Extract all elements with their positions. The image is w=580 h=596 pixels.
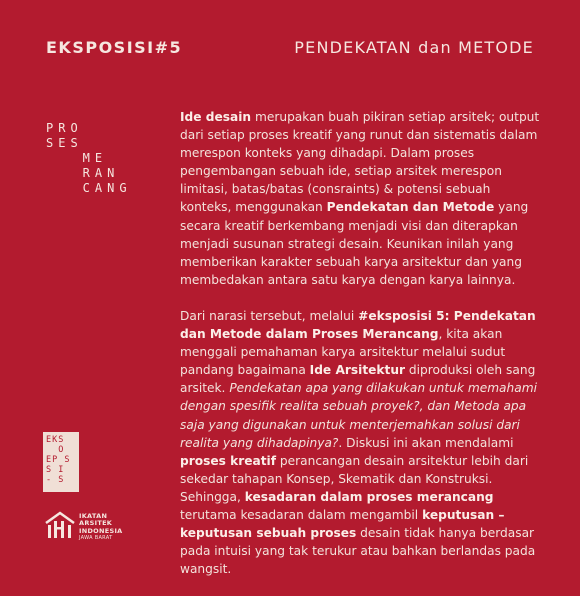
bold-text: #eksposisi 5: Pendekatan dan Metode dalam Proses Merancang [180, 308, 536, 342]
eksposisi-line: - S [46, 475, 65, 485]
bold-text: Ide Arsitektur [309, 363, 406, 378]
article-body [180, 108, 540, 596]
logo-line: RAN [46, 166, 120, 180]
text-span: , kita akan menggali pemahaman karya arsitektur melalui sudut pandang bagaimana [180, 327, 506, 378]
bold-text: Pendekatan dan Metode [326, 200, 495, 215]
text-span: . Diskusi ini akan mendalami [338, 435, 514, 450]
paragraph-discussion [180, 307, 540, 578]
iai-logo-icon [44, 509, 76, 539]
italic-text: Pendekatan apa yang dilakukan untuk memahami dengan spesifik realita sebuah proyek?, dan Metoda apa saja yang digunakan untuk menterjemahkan solusi dari realita yang dihadapinya? [180, 381, 537, 450]
logo-line: SES [46, 136, 83, 150]
bold-text: Ide desain [180, 110, 252, 124]
text-span: perancangan desain arsitektur lebih dari sekedar tahapan Konsep, Skematik dan Konstruksi. Sehingga, [180, 453, 529, 504]
bold-text: kesadaran dalam proses merancang [244, 489, 494, 504]
eksposisi-line: EP S [46, 455, 71, 465]
iai-line: ARSITEK [79, 519, 113, 528]
text-span: yang secara kreatif berkembang menjadi visi dan diterapkan menjadi susunan strategi desain. Keunikan inilah yang memberikan karakter sebuah karya arsitektur dan yang membedakan antara satu karya dengan karya lainnya. [180, 200, 529, 287]
logo-line: CANG [46, 181, 132, 195]
text-span: merupakan buah pikiran setiap arsitek; output dari setiap proses kreatif yang runut dan sistematis dalam merespon konteks yang dihadapi. Dalam proses pengembangan sebuah ide, setiap arsitek merespon limitasi, batas/batas (consraints) & potensi sebuah konteks, menggunakan [180, 110, 540, 215]
iai-line: IKATAN [79, 512, 108, 520]
eksposisi-logo [43, 432, 79, 492]
iai-line: INDONESIA [79, 526, 123, 535]
text-span: terutama kesadaran dalam mengambil [180, 507, 423, 522]
paragraph-intro [180, 108, 540, 289]
logo-line: ME [46, 151, 108, 165]
iai-wordmark [79, 513, 123, 543]
eksposisi-line: O [46, 445, 65, 455]
bold-text: proses kreatif [180, 453, 277, 468]
bold-text: keputusan – keputusan sebuah proses [180, 507, 505, 541]
iai-chapter: JAWA BARAT [79, 535, 113, 542]
text-span: Dari narasi tersebut, melalui [180, 308, 359, 323]
proses-merancang-logo [46, 121, 132, 196]
logo-line: PRO [46, 121, 83, 135]
eksposisi-line: EKS [46, 435, 65, 445]
eksposisi-line: S I [46, 465, 65, 475]
text-span: desain tidak hanya berdasar pada intuisi yang tak terukur atau bahkan berlandas pada wangsit. [180, 526, 536, 577]
text-span: diproduksi oleh sang arsitek. [180, 363, 536, 396]
theme-title: PENDEKATAN dan METODE [294, 38, 534, 57]
series-title: EKSPOSISI#5 [46, 38, 183, 57]
